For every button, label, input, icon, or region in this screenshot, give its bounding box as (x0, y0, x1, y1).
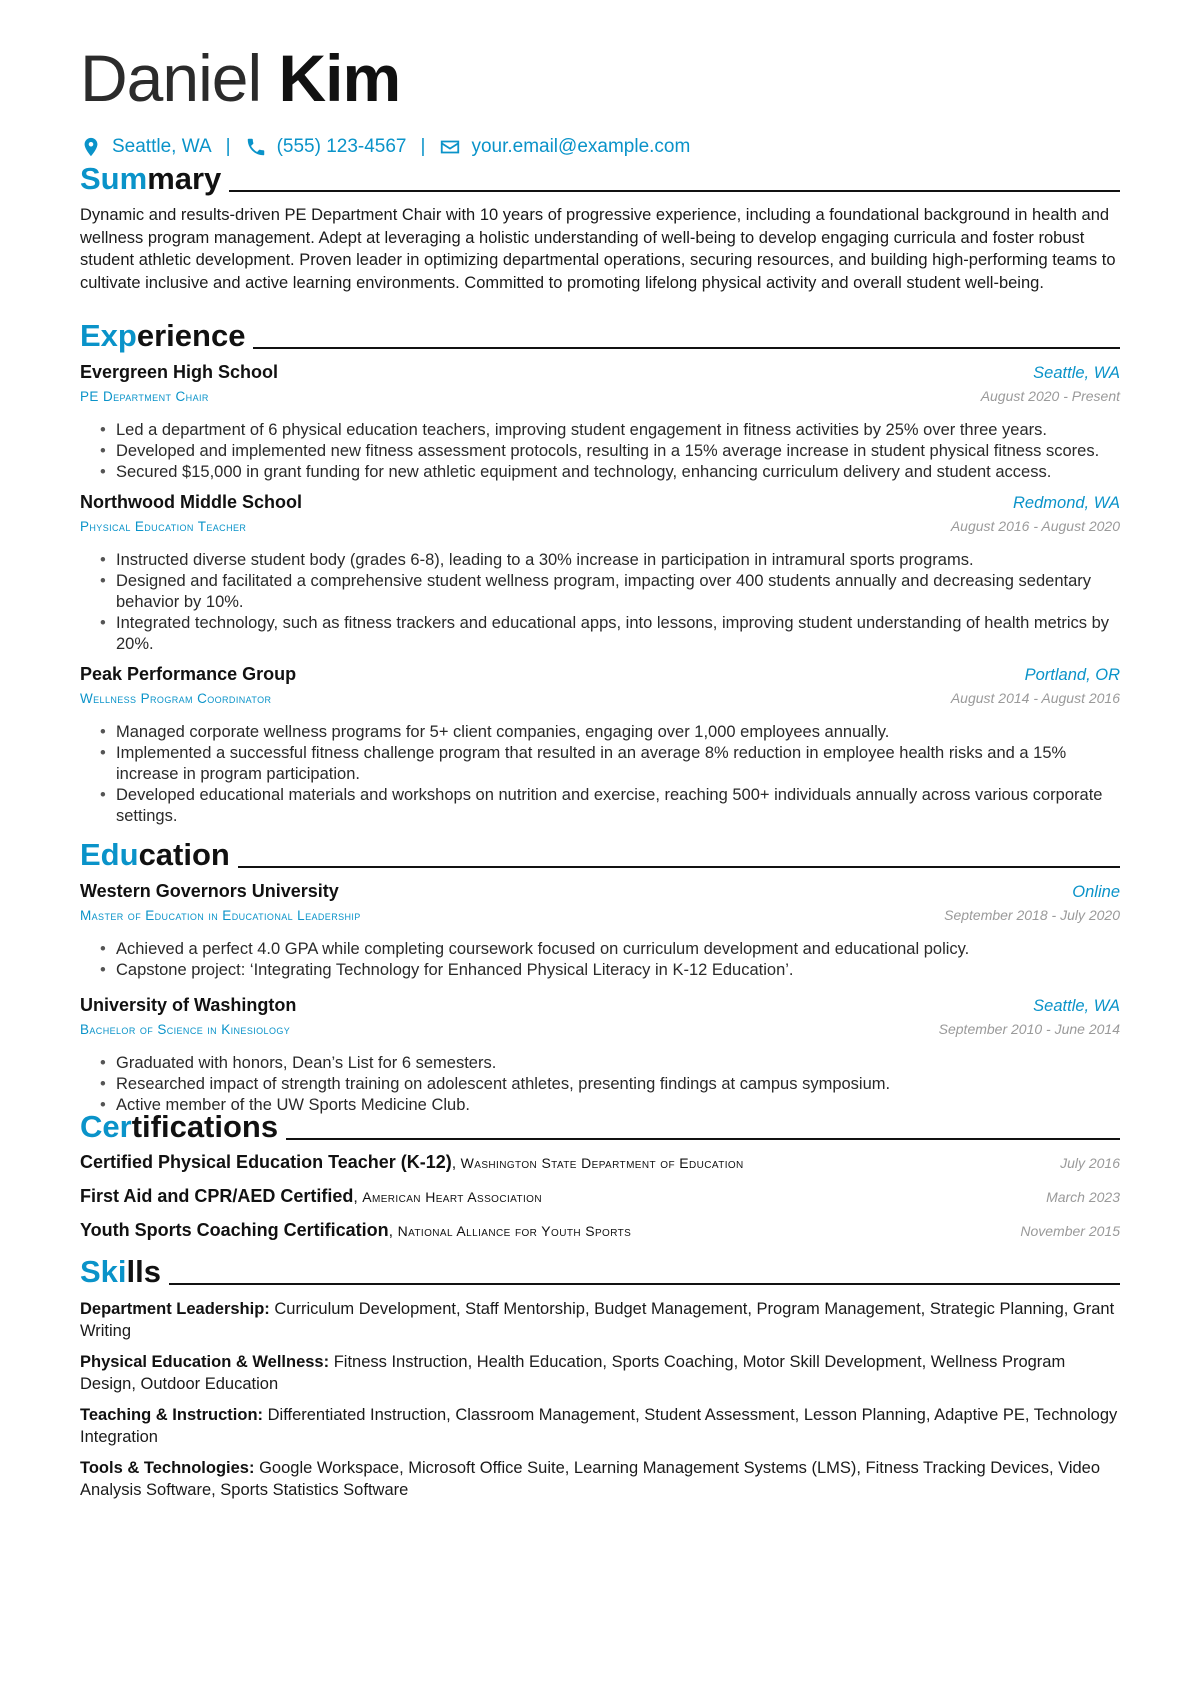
employer-name: Evergreen High School (80, 362, 279, 382)
skill-group (80, 1457, 1120, 1501)
section-title: Summary (80, 161, 222, 196)
skill-group (80, 1351, 1120, 1395)
section-title: Skills (80, 1254, 161, 1289)
job-entry (80, 664, 1120, 827)
certification-name: Certified Physical Education Teacher (K-12) (80, 1152, 452, 1172)
job-title: Physical Education Teacher (80, 519, 247, 534)
list-item: • Led a department of 6 physical education teachers, improving student engagement in fitness activities by 25% over three years. (116, 420, 1120, 441)
education-section (80, 832, 1120, 1116)
skill-group-value: Differentiated Instruction, Classroom Management, Student Assessment, Lesson Planning, Adaptive PE, Technology Integration (80, 1406, 1118, 1446)
list-item: • Instructed diverse student body (grades 6-8), leading to a 30% increase in participation in intramural sports programs. (116, 550, 1120, 571)
section-rule (229, 190, 1120, 192)
job-title: Wellness Program Coordinator (80, 691, 272, 706)
section-rule (286, 1138, 1120, 1140)
list-item: • Secured $15,000 in grant funding for new athletic equipment and technology, enhancing curriculum delivery and student access. (116, 462, 1120, 483)
phone-link[interactable]: (555) 123-4567 (276, 136, 407, 157)
school-location: Online (1072, 883, 1120, 901)
section-heading (80, 1249, 1120, 1289)
school-dates: September 2018 - July 2020 (944, 907, 1120, 923)
certification-item: First Aid and CPR/AED Certified, American Heart Association March 2023 (80, 1186, 1120, 1206)
job-entry (80, 492, 1120, 655)
list-item: • Developed educational materials and workshops on nutrition and exercise, reaching 500+ individuals annually across various corporate settings. (116, 785, 1120, 827)
job-bullets (80, 420, 1120, 483)
section-rule (169, 1283, 1120, 1285)
summary-text: Dynamic and results-driven PE Department Chair with 10 years of progressive experience, including a foundational background in health and wellness program management. Adept at leveraging a holistic understanding of well-being to develop engaging curricula and foster robust student athletic development. Proven leader in optimizing departmental operations, securing resources, and building high-performing teams to cultivate inclusive and active learning environments. Committed to promoting lifelong physical activity and overall student well-being. (80, 206, 1116, 292)
certification-issuer: National Alliance for Youth Sports (397, 1223, 632, 1239)
skill-group (80, 1404, 1120, 1448)
skill-group-value: Google Workspace, Microsoft Office Suite, Learning Management Systems (LMS), Fitness Tracking Devices, Video Analysis Software, Sports Statistics Software (80, 1459, 1101, 1499)
location-text: Seattle, WA (112, 136, 212, 157)
section-heading (80, 313, 1120, 353)
job-bullets (80, 722, 1120, 827)
certification-name: First Aid and CPR/AED Certified (80, 1186, 354, 1206)
skill-group-value: Fitness Instruction, Health Education, Sports Coaching, Motor Skill Development, Wellness Program Design, Outdoor Education (80, 1353, 1066, 1393)
job-title: PE Department Chair (80, 389, 209, 404)
section-rule (253, 347, 1120, 349)
list-item: • Researched impact of strength training on adolescent athletes, presenting findings at campus symposium. (116, 1074, 1120, 1095)
education-entry (80, 995, 1120, 1116)
summary-section (80, 156, 1120, 294)
employer-name: Northwood Middle School (80, 492, 302, 512)
section-title: Certifications (80, 1109, 279, 1144)
section-title: Experience (80, 318, 246, 353)
skill-group-label: Department Leadership: (80, 1300, 270, 1318)
job-location: Portland, OR (1024, 666, 1120, 684)
certification-issuer: Washington State Department of Education (460, 1155, 744, 1171)
section-heading (80, 156, 1120, 196)
skill-group-label: Teaching & Instruction: (80, 1406, 264, 1424)
certification-issuer: American Heart Association (362, 1189, 542, 1205)
job-entry (80, 362, 1120, 483)
list-item: • Managed corporate wellness programs for 5+ client companies, engaging over 1,000 employees annually. (116, 722, 1120, 743)
email-link[interactable]: your.email@example.com (471, 136, 691, 157)
education-bullets (80, 939, 1120, 981)
list-item: • Integrated technology, such as fitness trackers and educational apps, into lessons, improving student understanding of health metrics by 20%. (116, 613, 1120, 655)
certification-item: Certified Physical Education Teacher (K-12), Washington State Department of Education July 2016 (80, 1152, 1120, 1172)
job-dates: August 2020 - Present (980, 388, 1120, 404)
degree-title: Master of Education in Educational Leadership (80, 908, 361, 923)
education-entry (80, 881, 1120, 981)
school-name: Western Governors University (80, 881, 339, 901)
contact-separator: | (420, 136, 426, 157)
phone-icon (245, 136, 267, 158)
list-item: • Developed and implemented new fitness assessment protocols, resulting in a 15% average increase in student physical fitness scores. (116, 441, 1120, 462)
job-dates: August 2016 - August 2020 (950, 518, 1120, 534)
school-name: University of Washington (80, 995, 297, 1015)
list-item: • Graduated with honors, Dean’s List for 6 semesters. (116, 1053, 1120, 1074)
list-item: • Designed and facilitated a comprehensive student wellness program, impacting over 400 students annually and decreasing sedentary behavior by 10%. (116, 571, 1120, 613)
section-rule (238, 866, 1120, 868)
certification-date: November 2015 (1020, 1223, 1120, 1239)
skills-section (80, 1249, 1120, 1501)
certifications-section (80, 1104, 1120, 1254)
job-location: Seattle, WA (1033, 364, 1120, 382)
list-item: • Implemented a successful fitness challenge program that resulted in an average 8% reduction in employee health risks and a 15% increase in program participation. (116, 743, 1120, 785)
last-name: Kim (278, 41, 401, 115)
job-bullets (80, 550, 1120, 655)
school-location: Seattle, WA (1033, 997, 1120, 1015)
certification-name: Youth Sports Coaching Certification (80, 1220, 389, 1240)
skill-group-label: Physical Education & Wellness: (80, 1353, 330, 1371)
employer-name: Peak Performance Group (80, 664, 297, 684)
list-item: • Capstone project: ‘Integrating Technology for Enhanced Physical Literacy in K-12 Education’. (116, 960, 1120, 981)
contact-separator: | (225, 136, 231, 157)
location-pin-icon (80, 136, 102, 158)
certification-date: March 2023 (1046, 1189, 1120, 1205)
skill-group (80, 1298, 1120, 1342)
skill-group-value: Curriculum Development, Staff Mentorship, Budget Management, Program Management, Strategic Planning, Grant Writing (80, 1300, 1115, 1340)
certification-date: July 2016 (1060, 1155, 1120, 1171)
job-dates: August 2014 - August 2016 (950, 690, 1120, 706)
school-dates: September 2010 - June 2014 (938, 1021, 1120, 1037)
degree-title: Bachelor of Science in Kinesiology (80, 1022, 291, 1037)
list-item: • Achieved a perfect 4.0 GPA while completing coursework focused on curriculum development and educational policy. (116, 939, 1120, 960)
section-heading (80, 832, 1120, 872)
section-title: Education (80, 837, 230, 872)
certification-item: Youth Sports Coaching Certification, National Alliance for Youth Sports November 2015 (80, 1220, 1120, 1240)
section-heading (80, 1104, 1120, 1144)
skill-group-label: Tools & Technologies: (80, 1459, 255, 1477)
candidate-name (80, 38, 400, 118)
job-location: Redmond, WA (1013, 494, 1120, 512)
list-item: • Active member of the UW Sports Medicine Club. (116, 1095, 1120, 1116)
first-name: Daniel (80, 41, 262, 115)
envelope-icon (439, 136, 461, 158)
experience-section (80, 313, 1120, 827)
